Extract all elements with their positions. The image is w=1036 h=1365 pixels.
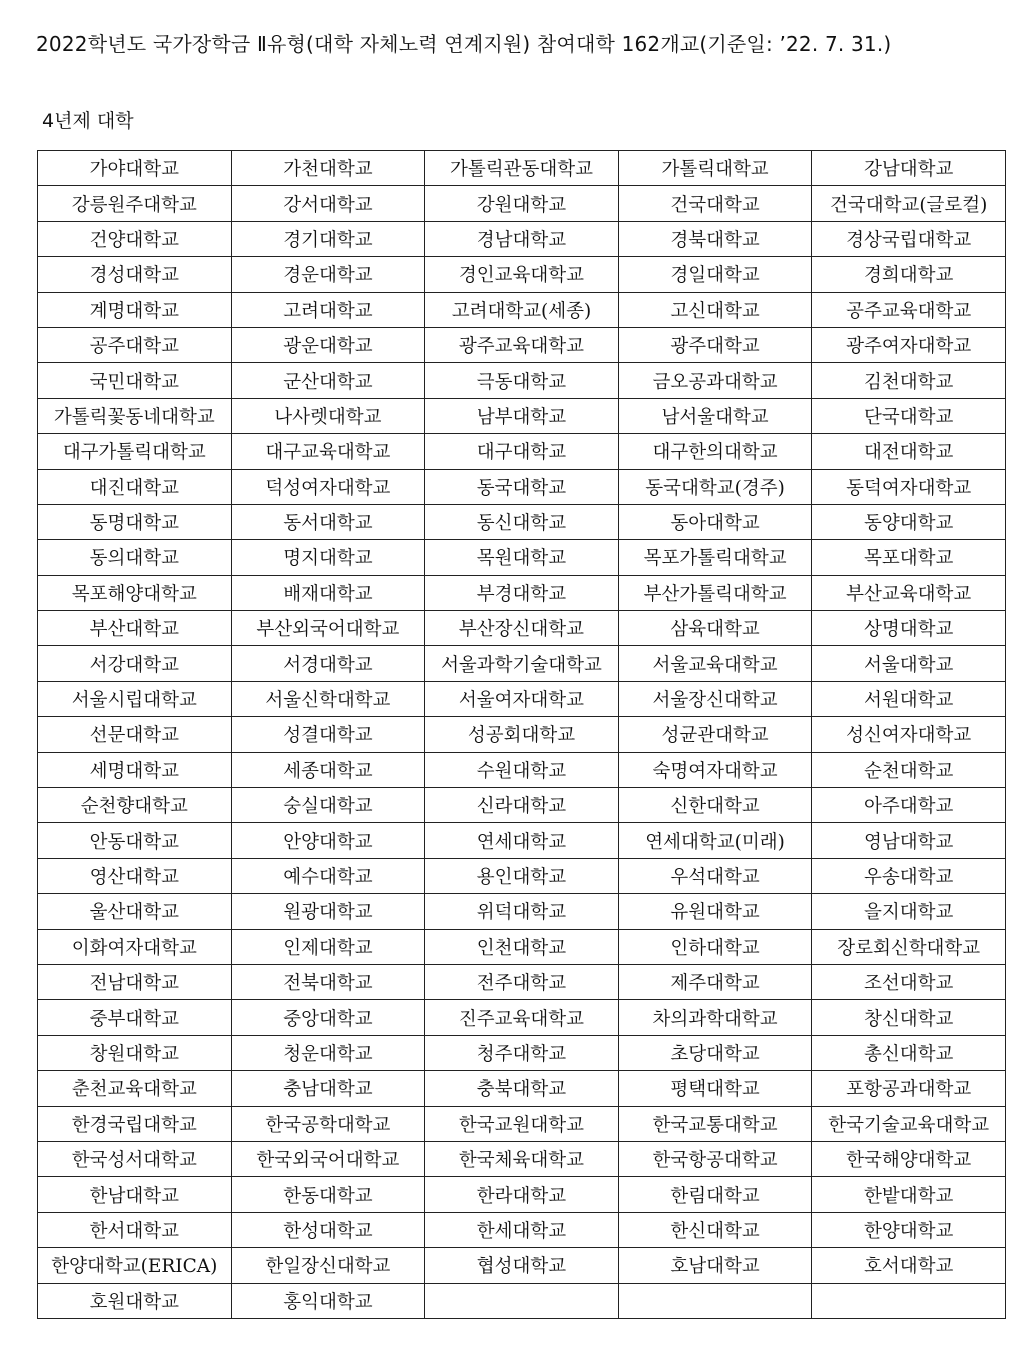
university-cell: 국민대학교	[38, 363, 232, 398]
university-cell: 한세대학교	[425, 1212, 619, 1247]
university-cell: 평택대학교	[618, 1071, 812, 1106]
university-cell: 한남대학교	[38, 1177, 232, 1212]
table-row	[38, 1248, 1006, 1283]
university-cell: 전남대학교	[38, 964, 232, 999]
university-cell: 신라대학교	[425, 788, 619, 823]
university-cell: 춘천교육대학교	[38, 1071, 232, 1106]
university-cell: 서울교육대학교	[618, 646, 812, 681]
university-cell: 성공회대학교	[425, 717, 619, 752]
university-cell: 호원대학교	[38, 1283, 232, 1318]
university-cell: 호서대학교	[812, 1248, 1006, 1283]
university-cell: 서강대학교	[38, 646, 232, 681]
university-cell: 덕성여자대학교	[231, 469, 425, 504]
university-cell: 대진대학교	[38, 469, 232, 504]
university-table	[37, 150, 1006, 1319]
university-cell: 공주대학교	[38, 327, 232, 362]
table-row	[38, 1141, 1006, 1176]
table-row	[38, 717, 1006, 752]
university-cell: 용인대학교	[425, 858, 619, 893]
university-cell: 경성대학교	[38, 257, 232, 292]
university-cell: 한국외국어대학교	[231, 1141, 425, 1176]
university-cell: 대구가톨릭대학교	[38, 434, 232, 469]
table-row	[38, 646, 1006, 681]
university-cell: 울산대학교	[38, 894, 232, 929]
university-cell: 세명대학교	[38, 752, 232, 787]
university-cell: 경기대학교	[231, 221, 425, 256]
university-cell: 중부대학교	[38, 1000, 232, 1035]
university-cell: 경북대학교	[618, 221, 812, 256]
university-cell: 청운대학교	[231, 1035, 425, 1070]
university-cell: 경상국립대학교	[812, 221, 1006, 256]
university-cell: 부산장신대학교	[425, 611, 619, 646]
university-cell: 강원대학교	[425, 186, 619, 221]
table-row	[38, 540, 1006, 575]
university-cell: 한국성서대학교	[38, 1141, 232, 1176]
university-cell: 대구대학교	[425, 434, 619, 469]
university-cell	[812, 1283, 1006, 1318]
university-cell	[618, 1283, 812, 1318]
table-row	[38, 469, 1006, 504]
university-cell: 영산대학교	[38, 858, 232, 893]
university-cell: 인천대학교	[425, 929, 619, 964]
table-row	[38, 929, 1006, 964]
table-row	[38, 327, 1006, 362]
university-cell: 경일대학교	[618, 257, 812, 292]
university-cell: 서울대학교	[812, 646, 1006, 681]
university-cell: 경인교육대학교	[425, 257, 619, 292]
university-cell: 건양대학교	[38, 221, 232, 256]
table-row	[38, 363, 1006, 398]
table-row	[38, 681, 1006, 716]
university-cell: 우석대학교	[618, 858, 812, 893]
table-row	[38, 151, 1006, 186]
university-cell: 한국체육대학교	[425, 1141, 619, 1176]
university-cell: 동서대학교	[231, 504, 425, 539]
university-cell: 목원대학교	[425, 540, 619, 575]
university-cell: 한밭대학교	[812, 1177, 1006, 1212]
university-cell: 동국대학교(경주)	[618, 469, 812, 504]
university-cell: 장로회신학대학교	[812, 929, 1006, 964]
university-cell: 공주교육대학교	[812, 292, 1006, 327]
university-cell: 광운대학교	[231, 327, 425, 362]
university-cell: 서울신학대학교	[231, 681, 425, 716]
university-cell: 건국대학교(글로컬)	[812, 186, 1006, 221]
university-cell: 고려대학교(세종)	[425, 292, 619, 327]
university-cell: 서울과학기술대학교	[425, 646, 619, 681]
university-cell	[425, 1283, 619, 1318]
table-row	[38, 292, 1006, 327]
university-cell: 유원대학교	[618, 894, 812, 929]
university-cell: 인하대학교	[618, 929, 812, 964]
university-cell: 한경국립대학교	[38, 1106, 232, 1141]
university-cell: 한양대학교(ERICA)	[38, 1248, 232, 1283]
university-cell: 강남대학교	[812, 151, 1006, 186]
university-cell: 한양대학교	[812, 1212, 1006, 1247]
document-title: 2022학년도 국가장학금 Ⅱ유형(대학 자체노력 연계지원) 참여대학 162개교(기준일: ’22. 7. 31.)	[36, 32, 892, 56]
university-cell: 서울시립대학교	[38, 681, 232, 716]
university-cell: 계명대학교	[38, 292, 232, 327]
university-cell: 을지대학교	[812, 894, 1006, 929]
university-cell: 강서대학교	[231, 186, 425, 221]
university-cell: 세종대학교	[231, 752, 425, 787]
university-cell: 남부대학교	[425, 398, 619, 433]
university-cell: 충남대학교	[231, 1071, 425, 1106]
university-cell: 광주교육대학교	[425, 327, 619, 362]
table-row	[38, 398, 1006, 433]
university-cell: 서원대학교	[812, 681, 1006, 716]
university-cell: 성신여자대학교	[812, 717, 1006, 752]
table-row	[38, 1283, 1006, 1318]
university-cell: 한국교통대학교	[618, 1106, 812, 1141]
university-cell: 전주대학교	[425, 964, 619, 999]
section-label: 4년제 대학	[42, 110, 134, 132]
table-row	[38, 858, 1006, 893]
table-row	[38, 434, 1006, 469]
university-cell: 한동대학교	[231, 1177, 425, 1212]
university-cell: 가천대학교	[231, 151, 425, 186]
university-cell: 군산대학교	[231, 363, 425, 398]
university-cell: 총신대학교	[812, 1035, 1006, 1070]
university-cell: 전북대학교	[231, 964, 425, 999]
university-cell: 협성대학교	[425, 1248, 619, 1283]
university-cell: 한국교원대학교	[425, 1106, 619, 1141]
university-cell: 한서대학교	[38, 1212, 232, 1247]
university-cell: 서울장신대학교	[618, 681, 812, 716]
university-cell: 가톨릭관동대학교	[425, 151, 619, 186]
university-cell: 창신대학교	[812, 1000, 1006, 1035]
university-cell: 연세대학교	[425, 823, 619, 858]
university-cell: 한신대학교	[618, 1212, 812, 1247]
university-cell: 강릉원주대학교	[38, 186, 232, 221]
university-cell: 동덕여자대학교	[812, 469, 1006, 504]
university-cell: 동신대학교	[425, 504, 619, 539]
university-cell: 경남대학교	[425, 221, 619, 256]
table-row	[38, 1177, 1006, 1212]
university-cell: 제주대학교	[618, 964, 812, 999]
university-cell: 부산가톨릭대학교	[618, 575, 812, 610]
university-cell: 금오공과대학교	[618, 363, 812, 398]
university-cell: 대구한의대학교	[618, 434, 812, 469]
university-cell: 성결대학교	[231, 717, 425, 752]
university-cell: 서울여자대학교	[425, 681, 619, 716]
university-cell: 위덕대학교	[425, 894, 619, 929]
university-cell: 청주대학교	[425, 1035, 619, 1070]
university-cell: 선문대학교	[38, 717, 232, 752]
university-cell: 고려대학교	[231, 292, 425, 327]
university-cell: 수원대학교	[425, 752, 619, 787]
university-cell: 안동대학교	[38, 823, 232, 858]
university-cell: 대구교육대학교	[231, 434, 425, 469]
university-cell: 이화여자대학교	[38, 929, 232, 964]
table-row	[38, 964, 1006, 999]
university-cell: 고신대학교	[618, 292, 812, 327]
university-cell: 숭실대학교	[231, 788, 425, 823]
university-cell: 광주여자대학교	[812, 327, 1006, 362]
table-row	[38, 257, 1006, 292]
university-cell: 우송대학교	[812, 858, 1006, 893]
university-cell: 한일장신대학교	[231, 1248, 425, 1283]
university-cell: 한국기술교육대학교	[812, 1106, 1006, 1141]
university-cell: 부산대학교	[38, 611, 232, 646]
table-row	[38, 221, 1006, 256]
university-cell: 창원대학교	[38, 1035, 232, 1070]
university-cell: 가야대학교	[38, 151, 232, 186]
university-cell: 배재대학교	[231, 575, 425, 610]
university-cell: 가톨릭꽃동네대학교	[38, 398, 232, 433]
university-cell: 예수대학교	[231, 858, 425, 893]
university-cell: 목포해양대학교	[38, 575, 232, 610]
university-cell: 김천대학교	[812, 363, 1006, 398]
university-cell: 건국대학교	[618, 186, 812, 221]
university-cell: 목포가톨릭대학교	[618, 540, 812, 575]
university-cell: 인제대학교	[231, 929, 425, 964]
university-cell: 한라대학교	[425, 1177, 619, 1212]
university-cell: 경운대학교	[231, 257, 425, 292]
university-cell: 목포대학교	[812, 540, 1006, 575]
table-row	[38, 1000, 1006, 1035]
table-row	[38, 788, 1006, 823]
university-cell: 원광대학교	[231, 894, 425, 929]
university-cell: 포항공과대학교	[812, 1071, 1006, 1106]
university-cell: 성균관대학교	[618, 717, 812, 752]
university-cell: 명지대학교	[231, 540, 425, 575]
university-cell: 동양대학교	[812, 504, 1006, 539]
university-cell: 차의과학대학교	[618, 1000, 812, 1035]
university-cell: 진주교육대학교	[425, 1000, 619, 1035]
university-cell: 조선대학교	[812, 964, 1006, 999]
university-cell: 동명대학교	[38, 504, 232, 539]
university-cell: 극동대학교	[425, 363, 619, 398]
university-cell: 초당대학교	[618, 1035, 812, 1070]
university-cell: 동국대학교	[425, 469, 619, 504]
table-row	[38, 611, 1006, 646]
university-cell: 상명대학교	[812, 611, 1006, 646]
table-row	[38, 1106, 1006, 1141]
university-cell: 홍익대학교	[231, 1283, 425, 1318]
table-row	[38, 1212, 1006, 1247]
university-cell: 신한대학교	[618, 788, 812, 823]
table-row	[38, 1071, 1006, 1106]
table-row	[38, 504, 1006, 539]
university-cell: 남서울대학교	[618, 398, 812, 433]
university-cell: 충북대학교	[425, 1071, 619, 1106]
table-row	[38, 575, 1006, 610]
university-table-body	[38, 151, 1006, 1319]
university-cell: 대전대학교	[812, 434, 1006, 469]
table-row	[38, 1035, 1006, 1070]
table-row	[38, 752, 1006, 787]
table-row	[38, 186, 1006, 221]
university-cell: 영남대학교	[812, 823, 1006, 858]
university-cell: 삼육대학교	[618, 611, 812, 646]
university-cell: 동의대학교	[38, 540, 232, 575]
university-cell: 나사렛대학교	[231, 398, 425, 433]
university-cell: 한국공학대학교	[231, 1106, 425, 1141]
university-cell: 순천향대학교	[38, 788, 232, 823]
university-cell: 동아대학교	[618, 504, 812, 539]
university-cell: 부산교육대학교	[812, 575, 1006, 610]
university-cell: 단국대학교	[812, 398, 1006, 433]
university-cell: 부경대학교	[425, 575, 619, 610]
university-cell: 안양대학교	[231, 823, 425, 858]
university-cell: 한성대학교	[231, 1212, 425, 1247]
university-cell: 중앙대학교	[231, 1000, 425, 1035]
university-cell: 경희대학교	[812, 257, 1006, 292]
university-cell: 숙명여자대학교	[618, 752, 812, 787]
university-cell: 연세대학교(미래)	[618, 823, 812, 858]
university-cell: 호남대학교	[618, 1248, 812, 1283]
university-cell: 한국항공대학교	[618, 1141, 812, 1176]
university-cell: 아주대학교	[812, 788, 1006, 823]
university-cell: 광주대학교	[618, 327, 812, 362]
university-cell: 가톨릭대학교	[618, 151, 812, 186]
university-cell: 한국해양대학교	[812, 1141, 1006, 1176]
table-row	[38, 823, 1006, 858]
university-cell: 서경대학교	[231, 646, 425, 681]
university-cell: 순천대학교	[812, 752, 1006, 787]
table-row	[38, 894, 1006, 929]
university-cell: 부산외국어대학교	[231, 611, 425, 646]
university-cell: 한림대학교	[618, 1177, 812, 1212]
